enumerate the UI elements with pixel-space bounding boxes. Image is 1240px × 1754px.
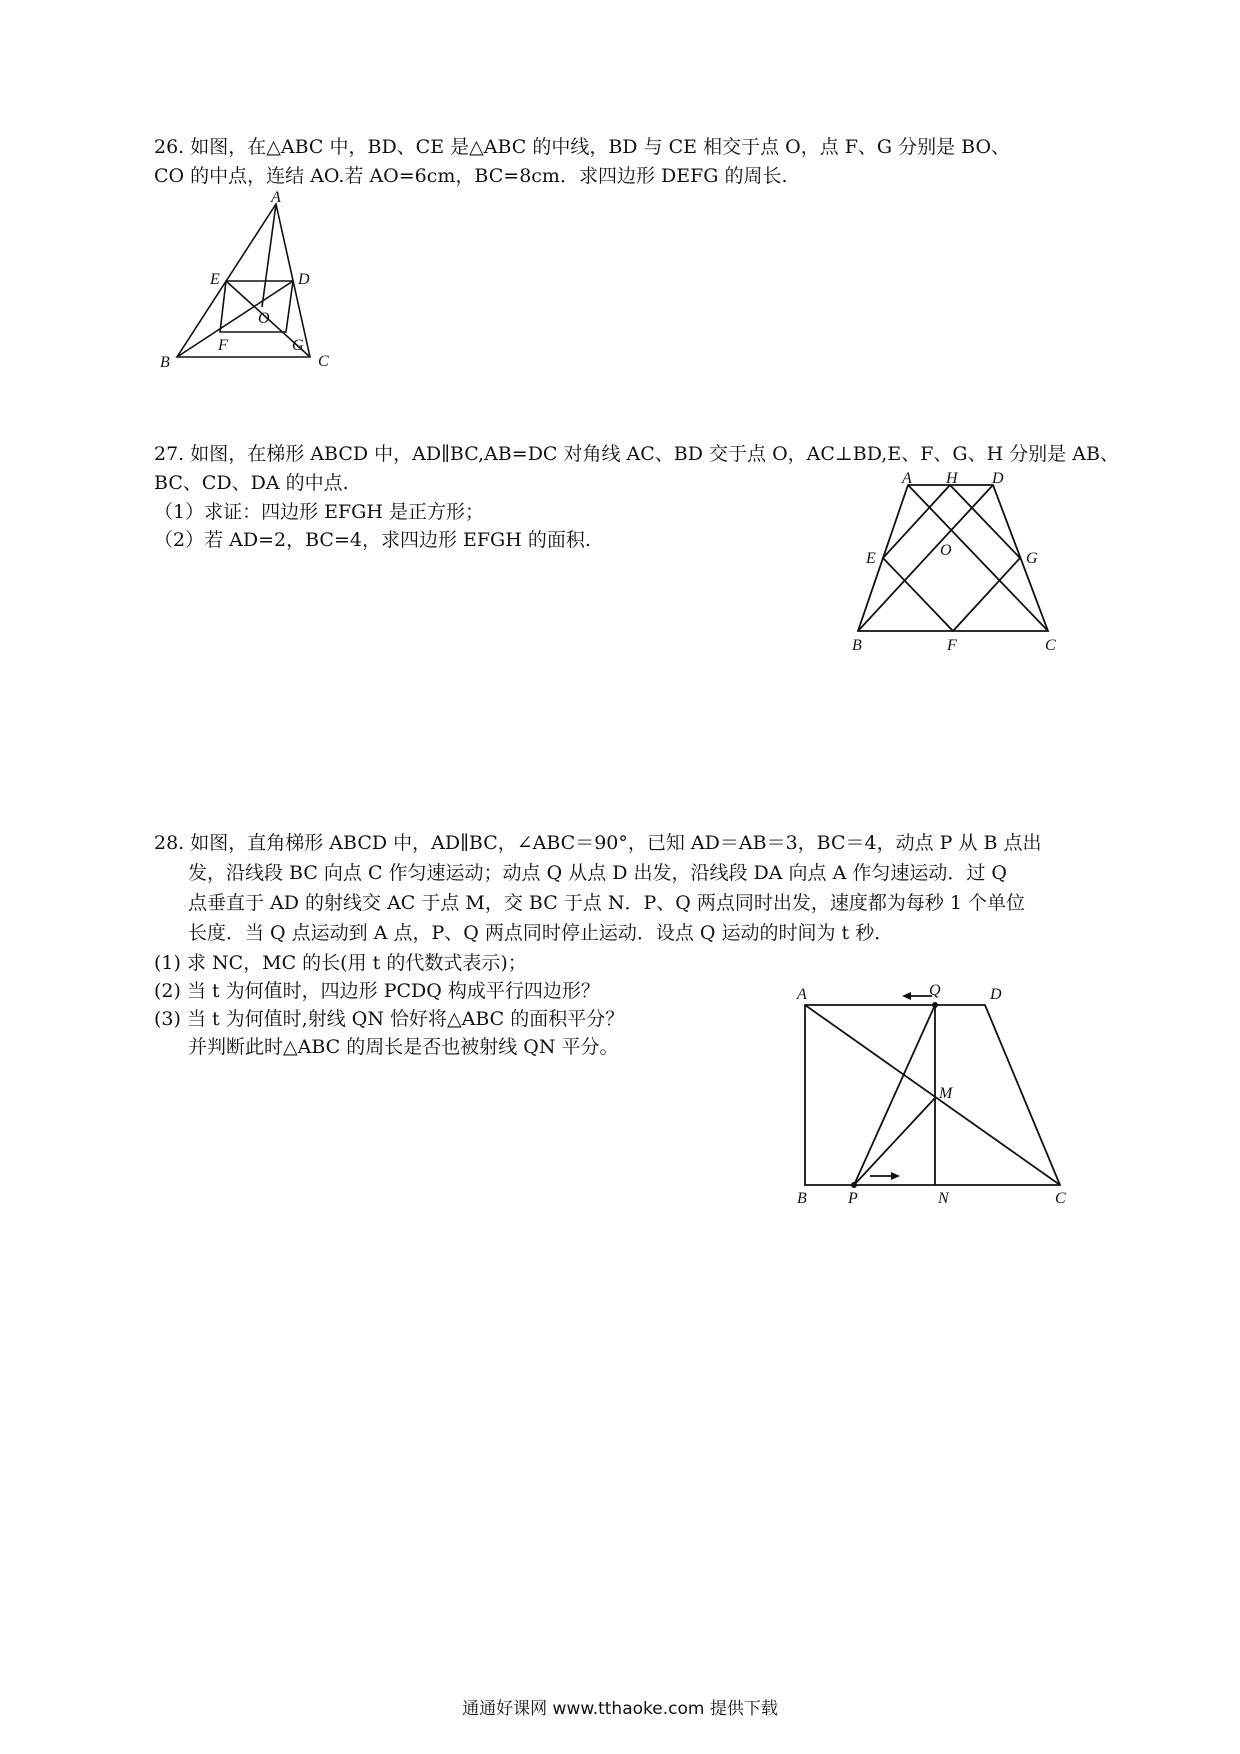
fig27-label-c: C bbox=[1045, 637, 1056, 654]
fig26-label-e: E bbox=[210, 271, 220, 288]
problem-28-part-3-cont: 并判断此时△ABC 的周长是否也被射线 QN 平分。 bbox=[188, 1036, 619, 1058]
figure-26-triangle bbox=[150, 190, 380, 370]
fig28-label-p: P bbox=[848, 1190, 858, 1207]
fig26-label-f: F bbox=[218, 337, 228, 354]
fig28-label-a: A bbox=[797, 986, 807, 1003]
problem-27-part-2: （2）若 AD=2，BC=4，求四边形 EFGH 的面积. bbox=[154, 529, 591, 551]
page-footer: 通通好课网 www.tthaoke.com 提供下载 bbox=[462, 1699, 778, 1719]
problem-28-part-1: (1) 求 NC，MC 的长(用 t 的代数式表示)； bbox=[154, 952, 527, 974]
problem-27-part-1: （1）求证：四边形 EFGH 是正方形； bbox=[154, 501, 484, 523]
fig28-label-q: Q bbox=[929, 982, 941, 999]
fig26-label-a: A bbox=[271, 190, 281, 206]
problem-26-line-2: CO 的中点，连结 AO.若 AO=6cm，BC=8cm．求四边形 DEFG 的周长. bbox=[154, 165, 788, 187]
problem-26-line-1: 26. 如图，在△ABC 中，BD、CE 是△ABC 的中线，BD 与 CE 相交于点 O，点 F、G 分别是 BO、 bbox=[154, 136, 1011, 158]
problem-27-line-2: BC、CD、DA 的中点. bbox=[154, 472, 349, 494]
fig26-label-b: B bbox=[160, 354, 170, 370]
fig27-label-f: F bbox=[947, 637, 957, 654]
figure-27-trapezoid bbox=[848, 470, 1068, 680]
fig27-label-a: A bbox=[902, 470, 912, 487]
fig28-label-n: N bbox=[938, 1190, 949, 1207]
fig27-label-h: H bbox=[946, 470, 958, 487]
fig27-label-b: B bbox=[852, 637, 862, 654]
fig28-label-d: D bbox=[990, 986, 1002, 1003]
problem-28-part-2: (2) 当 t 为何值时，四边形 PCDQ 构成平行四边形？ bbox=[154, 980, 600, 1002]
fig26-label-d: D bbox=[298, 271, 310, 288]
fig26-label-c: C bbox=[318, 353, 329, 370]
problem-28-line-1: 28. 如图，直角梯形 ABCD 中，AD∥BC，∠ABC＝90°，已知 AD＝AB＝3，BC＝4，动点 P 从 B 点出 bbox=[154, 832, 1042, 854]
fig28-label-c: C bbox=[1055, 1190, 1066, 1207]
fig28-label-m: M bbox=[939, 1085, 953, 1102]
fig28-label-b: B bbox=[797, 1190, 807, 1207]
figure-28-right-trapezoid bbox=[790, 975, 1080, 1215]
fig26-label-o: O bbox=[258, 310, 270, 327]
fig27-label-e: E bbox=[866, 550, 876, 567]
fig26-label-g: G bbox=[292, 337, 304, 354]
problem-28-line-4: 长度．当 Q 点运动到 A 点，P、Q 两点同时停止运动．设点 Q 运动的时间为 t 秒． bbox=[188, 922, 894, 944]
problem-28-line-2: 发，沿线段 BC 向点 C 作匀速运动；动点 Q 从点 D 出发，沿线段 DA 向点 A 作匀速运动．过 Q bbox=[188, 862, 1007, 884]
problem-27-line-1: 27. 如图，在梯形 ABCD 中，AD∥BC,AB=DC 对角线 AC、BD 交于点 O，AC⊥BD,E、F、G、H 分别是 AB、 bbox=[154, 443, 1119, 465]
fig27-label-o: O bbox=[940, 542, 952, 559]
fig27-label-g: G bbox=[1026, 550, 1038, 567]
problem-28-line-3: 点垂直于 AD 的射线交 AC 于点 M，交 BC 于点 N．P、Q 两点同时出发，速度都为每秒 1 个单位 bbox=[188, 892, 1026, 914]
fig27-label-d: D bbox=[992, 470, 1004, 487]
problem-28-part-3: (3) 当 t 为何值时,射线 QN 恰好将△ABC 的面积平分？ bbox=[154, 1008, 625, 1030]
